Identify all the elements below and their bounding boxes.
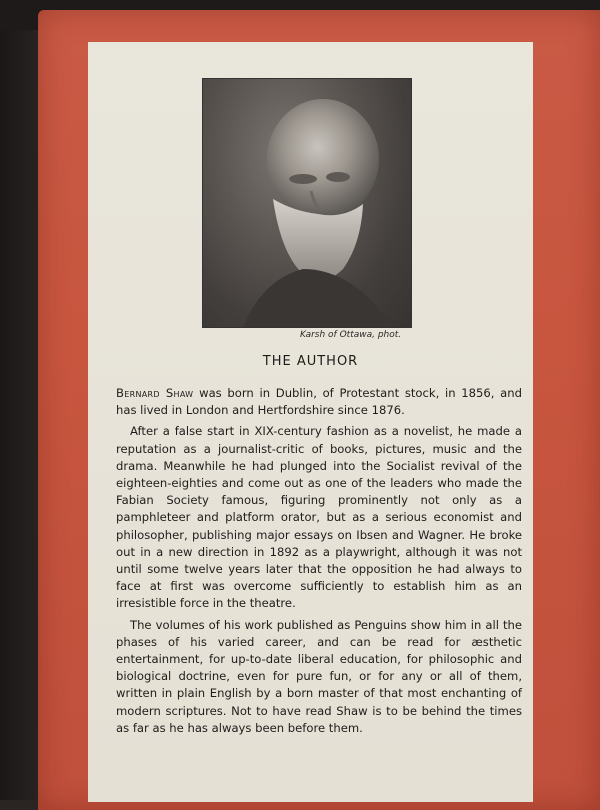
cream-panel [88, 42, 533, 802]
photo-credit: Karsh of Ottawa, phot. [300, 330, 402, 340]
author-biography [116, 385, 522, 741]
portrait-illustration [203, 79, 411, 327]
paragraph-1 [116, 385, 522, 419]
author-name: Bernard Shaw [116, 386, 194, 400]
section-heading: THE AUTHOR [262, 354, 359, 369]
paragraph-3: The volumes of his work published as Penguins show him in all the phases of his varied career, and can be read for æsthetic entertainment, for up-to-date liberal education, for philosophic and biological doctrine, even for pure fun, or for any or all of them, written in plain English by a born master of that most enchanting of modern scriptures. Not to have read Shaw is to be behind the times as far as he has always been before them. [116, 617, 522, 735]
author-portrait-photo [202, 78, 412, 328]
paragraph-1-text: was born in Dublin, of Protestant stock, in 1856, and has lived in London and Hertfordshire since 1876. [116, 386, 522, 418]
paragraph-2: After a false start in XIX-century fashion as a novelist, he made a reputation as a journalist-critic of books, pictures, music and the drama. Meanwhile he had plunged into the Socialist revival of the eighteen-eighties and come out as one of the leaders who made the Fabian Society famous, figuring prominently not only as a pamphleteer and platform orator, but as a serious economist and philosopher, publishing major essays on Ibsen and Wagner. He broke out in a new direction in 1892 as a playwright, although it was not until some twelve years later that the opposition he had always to face at first was overcome sufficiently to establish him as an irresistible force in the theatre. [116, 424, 522, 611]
